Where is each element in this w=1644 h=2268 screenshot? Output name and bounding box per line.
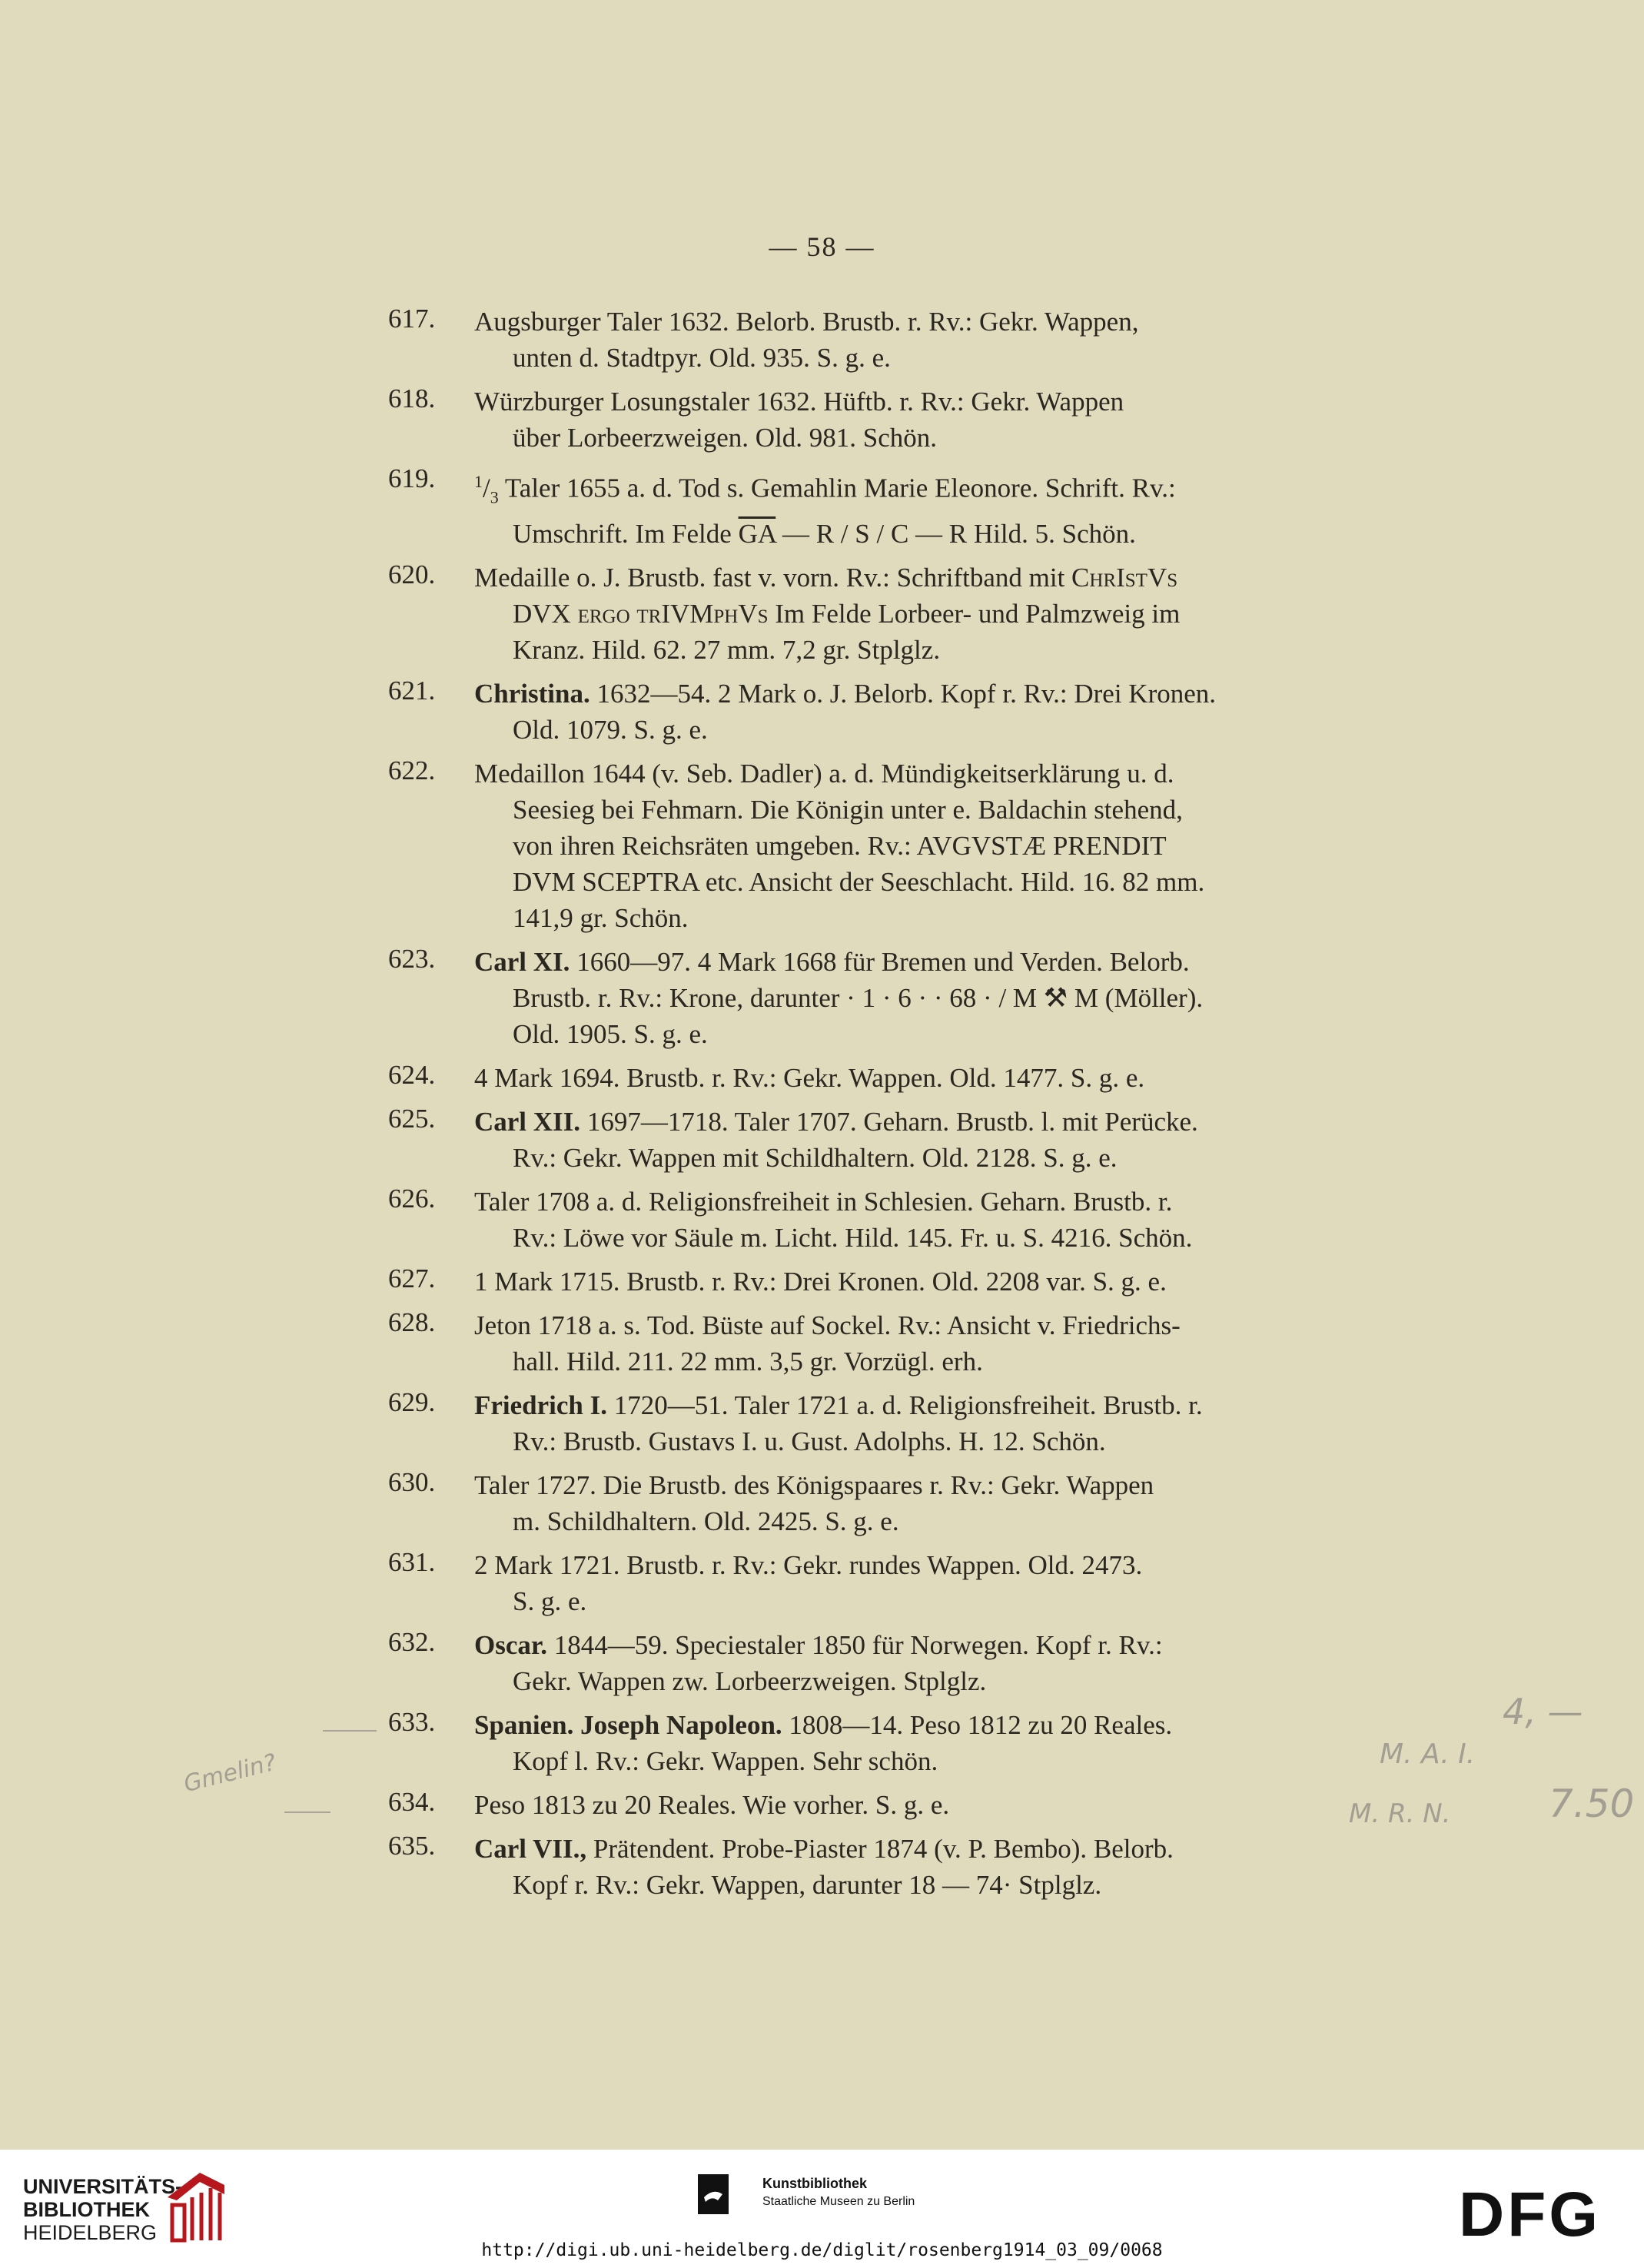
entry-line: m. Schildhaltern. Old. 2425. S. g. e. xyxy=(513,1506,899,1536)
catalog-entry xyxy=(388,384,1418,456)
entry-line: S. g. e. xyxy=(513,1586,587,1616)
catalog-entry xyxy=(388,304,1418,376)
entry-text: Im Felde Lorbeer- und Palmzweig im xyxy=(768,598,1181,629)
catalog-entry xyxy=(388,1707,1418,1779)
catalog-entry xyxy=(388,1627,1418,1699)
catalog-entry xyxy=(388,1184,1418,1256)
catalog-entry xyxy=(388,1387,1418,1459)
pencil-dash xyxy=(284,1811,330,1813)
entry-line: von ihren Reichsräten umgeben. Rv.: AVGVSTÆ PRENDIT xyxy=(513,830,1167,861)
kb-title: Kunstbibliothek xyxy=(762,2176,867,2191)
ruler-name: Friedrich I. xyxy=(474,1390,608,1420)
ruler-name: Carl XI. xyxy=(474,946,570,977)
entry-line: Rv.: Löwe vor Säule m. Licht. Hild. 145. Fr. u. S. 4216. Schön. xyxy=(513,1222,1193,1253)
entry-number: 622. xyxy=(388,755,436,785)
catalog-entries xyxy=(388,304,1418,1911)
entry-number: 634. xyxy=(388,1786,436,1817)
university-logo-icon xyxy=(161,2167,231,2243)
entry-number: 617. xyxy=(388,304,436,334)
entry-number: 633. xyxy=(388,1706,436,1737)
pencil-note: Gmelin? xyxy=(181,1748,279,1798)
entry-number: 629. xyxy=(388,1386,436,1417)
entry-number: 626. xyxy=(388,1183,436,1214)
entry-line xyxy=(474,1707,1418,1743)
entry-number: 635. xyxy=(388,1830,436,1861)
entry-line: Gekr. Wappen zw. Lorbeerzweigen. Stplglz. xyxy=(513,1665,987,1696)
entry-line: DVM SCEPTRA etc. Ansicht der Seeschlacht. Hild. 16. 82 mm. xyxy=(513,866,1205,897)
ruler-name: Carl VII., xyxy=(474,1833,587,1864)
kunstbibliothek-logo-icon xyxy=(698,2174,729,2214)
kb-subtitle: Staatliche Museen zu Berlin xyxy=(762,2195,915,2208)
ruler-name: Carl XII. xyxy=(474,1106,581,1137)
catalog-entry xyxy=(388,1787,1418,1823)
entry-number: 618. xyxy=(388,384,436,413)
entry-number: 623. xyxy=(388,943,436,974)
entry-text: 1660—97. 4 Mark 1668 für Bremen und Verden. Belorb. xyxy=(570,946,1190,977)
entry-line: Kopf r. Rv.: Gekr. Wappen, darunter 18 — 74· Stplglz. xyxy=(513,1869,1102,1900)
catalog-entry xyxy=(388,676,1418,748)
entry-text: 1697—1718. Taler 1707. Geharn. Brustb. l. mit Perücke. xyxy=(580,1106,1198,1137)
entry-text: Umschrift. Im Felde xyxy=(513,518,739,549)
entry-number: 620. xyxy=(388,559,436,589)
entry-line: Kranz. Hild. 62. 27 mm. 7,2 gr. Stplglz. xyxy=(513,634,941,665)
kunstbibliothek-name xyxy=(762,2174,915,2211)
entry-line xyxy=(474,1387,1418,1423)
catalog-entry xyxy=(388,944,1418,1052)
entry-line: Peso 1813 zu 20 Reales. Wie vorher. S. g. e. xyxy=(474,1789,950,1820)
page-number: — 58 — xyxy=(769,231,875,262)
entry-line xyxy=(474,560,1418,596)
entry-line: unten d. Stadtpyr. Old. 935. S. g. e. xyxy=(513,343,891,373)
entry-line: Würzburger Losungstaler 1632. Hüftb. r. Rv.: Gekr. Wappen xyxy=(474,387,1124,417)
library-line: HEIDELBERG xyxy=(23,2221,158,2244)
entry-line: Kopf l. Rv.: Gekr. Wappen. Sehr schön. xyxy=(513,1745,938,1776)
entry-line: Rv.: Gekr. Wappen mit Schildhaltern. Old. 2128. S. g. e. xyxy=(513,1142,1118,1173)
pencil-note: 7.50 xyxy=(1549,1782,1635,1826)
entry-text: Taler 1655 a. d. Tod s. Gemahlin Marie Eleonore. Schrift. Rv.: xyxy=(498,473,1176,503)
pencil-note: M. R. N. xyxy=(1349,1798,1451,1829)
catalog-entry xyxy=(388,560,1418,668)
library-line: UNIVERSITÄTS- xyxy=(23,2175,183,2198)
entry-line: Medaillon 1644 (v. Seb. Dadler) a. d. Mündigkeitserklärung u. d. xyxy=(474,758,1174,789)
entry-line: Taler 1727. Die Brustb. des Königspaares r. Rv.: Gekr. Wappen xyxy=(474,1469,1154,1500)
pencil-note: 4, — xyxy=(1503,1691,1583,1732)
entry-line: Augsburger Taler 1632. Belorb. Brustb. r. Rv.: Gekr. Wappen, xyxy=(474,307,1139,337)
overlined-text: $\overline{GA}$ xyxy=(738,518,776,549)
entry-text: 1808—14. Peso 1812 zu 20 Reales. xyxy=(782,1709,1173,1740)
entry-line: Old. 1079. S. g. e. xyxy=(513,714,708,745)
entry-line: hall. Hild. 211. 22 mm. 3,5 gr. Vorzügl. erh. xyxy=(513,1346,983,1376)
fraction-denominator: 3 xyxy=(490,487,499,507)
dfg-logo: DFG xyxy=(1459,2180,1602,2250)
entry-number: 627. xyxy=(388,1263,436,1293)
entry-number: 619. xyxy=(388,463,436,493)
entry-text: 1632—54. 2 Mark o. J. Belorb. Kopf r. Rv.: Drei Kronen. xyxy=(590,678,1217,709)
catalog-entry xyxy=(388,1467,1418,1539)
entry-line xyxy=(474,1627,1418,1663)
pencil-note: M. A. I. xyxy=(1380,1738,1476,1770)
catalog-entry xyxy=(388,463,1418,552)
library-line: BIBLIOTHEK xyxy=(23,2198,150,2221)
entry-line: Jeton 1718 a. s. Tod. Büste auf Sockel. Rv.: Ansicht v. Friedrichs- xyxy=(474,1310,1181,1340)
ruler-name: Oscar. xyxy=(474,1629,547,1660)
entry-line: Seesieg bei Fehmarn. Die Königin unter e. Baldachin stehend, xyxy=(513,794,1183,825)
entry-text: Prätendent. Probe-Piaster 1874 (v. P. Bembo). Belorb. xyxy=(586,1833,1174,1864)
entry-number: 624. xyxy=(388,1059,436,1090)
entry-number: 625. xyxy=(388,1103,436,1134)
entry-number: 621. xyxy=(388,675,436,706)
entry-line: 1 Mark 1715. Brustb. r. Rv.: Drei Kronen. Old. 2208 var. S. g. e. xyxy=(474,1266,1167,1297)
inscription-text: ChrIstVs xyxy=(1071,562,1178,593)
catalog-entry xyxy=(388,1264,1418,1300)
entry-text: Medaille o. J. Brustb. fast v. vorn. Rv.: Schriftband mit xyxy=(474,562,1072,593)
pencil-dash xyxy=(323,1730,377,1732)
entry-line: Taler 1708 a. d. Religionsfreiheit in Schlesien. Geharn. Brustb. r. xyxy=(474,1186,1173,1217)
entry-line xyxy=(474,1104,1418,1140)
catalog-entry xyxy=(388,1547,1418,1619)
entry-line xyxy=(474,676,1418,712)
entry-line xyxy=(474,944,1418,980)
entry-line: 2 Mark 1721. Brustb. r. Rv.: Gekr. rundes Wappen. Old. 2473. xyxy=(474,1549,1143,1580)
entry-line: Rv.: Brustb. Gustavs I. u. Gust. Adolphs. H. 12. Schön. xyxy=(513,1426,1106,1456)
permalink-url[interactable]: http://digi.ub.uni-heidelberg.de/diglit/rosenberg1914_03_09/0068 xyxy=(481,2240,1163,2260)
entry-line: 141,9 gr. Schön. xyxy=(513,902,689,933)
entry-text: 1844—59. Speciestaler 1850 für Norwegen. Kopf r. Rv.: xyxy=(546,1629,1163,1660)
entry-line: 4 Mark 1694. Brustb. r. Rv.: Gekr. Wappen. Old. 1477. S. g. e. xyxy=(474,1062,1145,1093)
catalog-entry xyxy=(388,1831,1418,1903)
catalog-entry xyxy=(388,1307,1418,1380)
entry-text: 1720—51. Taler 1721 a. d. Religionsfreiheit. Brustb. r. xyxy=(607,1390,1203,1420)
entry-line xyxy=(474,1831,1418,1867)
entry-number: 632. xyxy=(388,1626,436,1657)
entry-number: 628. xyxy=(388,1307,436,1337)
entry-line: $^1/_3$ Taler 1655 a. d. Tod s. Gemahlin Marie Eleonore. Schrift. Rv.: xyxy=(474,472,1176,507)
catalog-entry xyxy=(388,755,1418,936)
university-library-name xyxy=(23,2175,182,2244)
footer-bar xyxy=(0,2150,1644,2268)
entry-line: über Lorbeerzweigen. Old. 981. Schön. xyxy=(513,423,938,453)
ruler-name: Christina. xyxy=(474,678,590,709)
entry-line xyxy=(474,596,1418,632)
entry-text: — R / S / C — R Hild. 5. Schön. xyxy=(776,518,1136,549)
entry-line: Old. 1905. S. g. e. xyxy=(513,1018,708,1049)
inscription-text: DVX ergo trIVMphVs xyxy=(513,598,769,629)
fraction-numerator: 1 xyxy=(474,472,483,491)
entry-number: 631. xyxy=(388,1546,436,1577)
catalog-entry xyxy=(388,1060,1418,1096)
entry-line: Brustb. r. Rv.: Krone, darunter · 1 · 6 · · 68 · / M ⚒ M (Möller). xyxy=(513,982,1204,1013)
catalog-entry xyxy=(388,1104,1418,1176)
ruler-name: Spanien. Joseph Napoleon. xyxy=(474,1709,782,1740)
entry-number: 630. xyxy=(388,1466,436,1497)
entry-line xyxy=(474,516,1418,552)
